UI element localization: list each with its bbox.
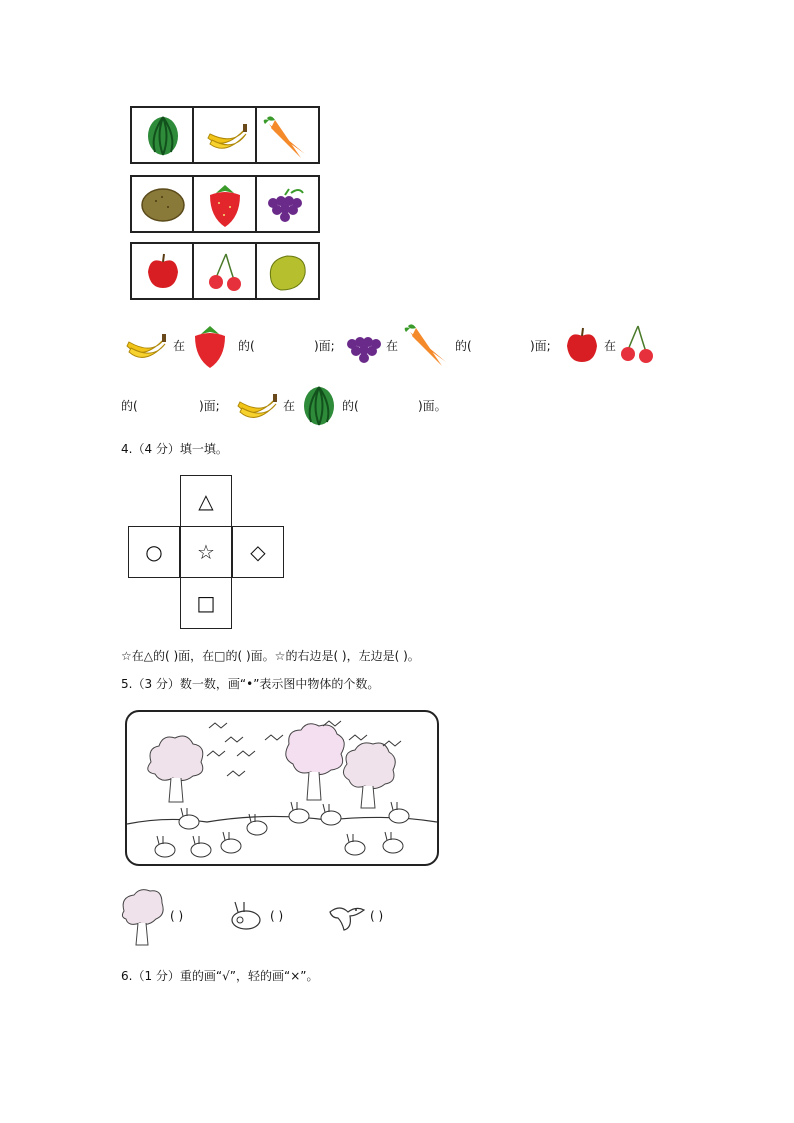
grid-cell-center [180,526,232,578]
grape-icon [265,187,309,223]
text-zai: 在 [604,339,617,353]
question-4-title: 4.（4 分）填一填。 [121,442,228,456]
text-mian: )面; [314,339,335,353]
cell-watermelon [132,108,194,162]
bird-icon [265,735,283,740]
star-symbol: ☆ [197,540,215,564]
watermelon-icon [300,384,338,428]
bird-count-blank[interactable]: ( ) [370,909,384,923]
bird-icon [383,741,401,746]
triangle-symbol: △ [198,489,214,513]
text-zai: 在 [283,399,296,413]
bird-icon [326,898,368,934]
counting-picture [125,710,439,866]
text-de: 的( [342,399,359,413]
cell-kiwi [132,177,194,231]
strawberry-icon [206,181,244,229]
grid-cell-top [180,475,232,527]
bird-icon [207,751,225,756]
text-mian: )面; [199,399,220,413]
text-de: 的( [121,399,138,413]
park-scene-illustration [127,712,437,864]
rabbit-count-blank[interactable]: ( ) [270,909,284,923]
banana-icon [123,330,169,364]
grid-cell-bottom [180,577,232,629]
text-de: 的( [455,339,472,353]
bird-icon [237,751,255,756]
rabbit-icon [155,836,175,857]
apple-icon [144,252,182,292]
grid-cell-left [128,526,180,578]
question-4-answer-line: ☆在△的( )面，在□的( )面。☆的右边是( )，左边是( )。 [121,649,420,663]
text-mian: )面。 [418,399,447,413]
banana-icon [204,118,250,154]
bird-icon [349,735,367,740]
tree-icon [343,743,395,808]
fruit-row-1 [130,106,320,164]
text-de: 的( [238,339,255,353]
cell-carrot [257,108,318,162]
rabbit-icon [221,832,241,853]
rabbit-icon [289,802,309,823]
bird-icon [225,737,243,742]
grape-icon [345,330,385,364]
kiwi-icon [140,185,186,225]
tree-icon [118,887,166,949]
cell-cherry [194,244,257,298]
bird-icon [227,771,245,776]
text-mian: )面; [530,339,551,353]
rabbit-icon [389,802,409,823]
cell-strawberry [194,177,257,231]
rabbit-icon [179,808,199,829]
cherry-icon [206,250,246,294]
cell-grape [257,177,318,231]
rabbit-icon [191,836,211,857]
rabbit-icon [321,804,341,825]
cell-apple [132,244,194,298]
carrot-icon [261,114,311,160]
watermelon-icon [144,114,182,158]
cherry-icon [618,322,658,366]
text-zai: 在 [173,339,186,353]
cell-mango [257,244,318,298]
tree-icon [286,724,344,800]
square-symbol: □ [196,591,216,615]
cell-banana [194,108,257,162]
fruit-row-3 [130,242,320,300]
strawberry-icon [191,324,229,370]
fruit-row-2 [130,175,320,233]
rabbit-icon [226,898,266,932]
circle-symbol: ○ [145,540,163,564]
rabbit-icon [345,834,365,855]
grid-cell-right [232,526,284,578]
carrot-icon [402,322,452,368]
diamond-symbol: ◇ [250,540,266,564]
apple-icon [563,326,601,364]
text-zai: 在 [386,339,399,353]
bird-icon [209,723,227,728]
question-5-title: 5.（3 分）数一数，画“•”表示图中物体的个数。 [121,677,380,691]
rabbit-icon [383,832,403,853]
tree-count-blank[interactable]: ( ) [170,909,184,923]
tree-icon [148,736,203,802]
mango-icon [263,250,311,294]
question-6-title: 6.（1 分）重的画“√”，轻的画“×”。 [121,969,319,983]
banana-icon [234,390,280,424]
